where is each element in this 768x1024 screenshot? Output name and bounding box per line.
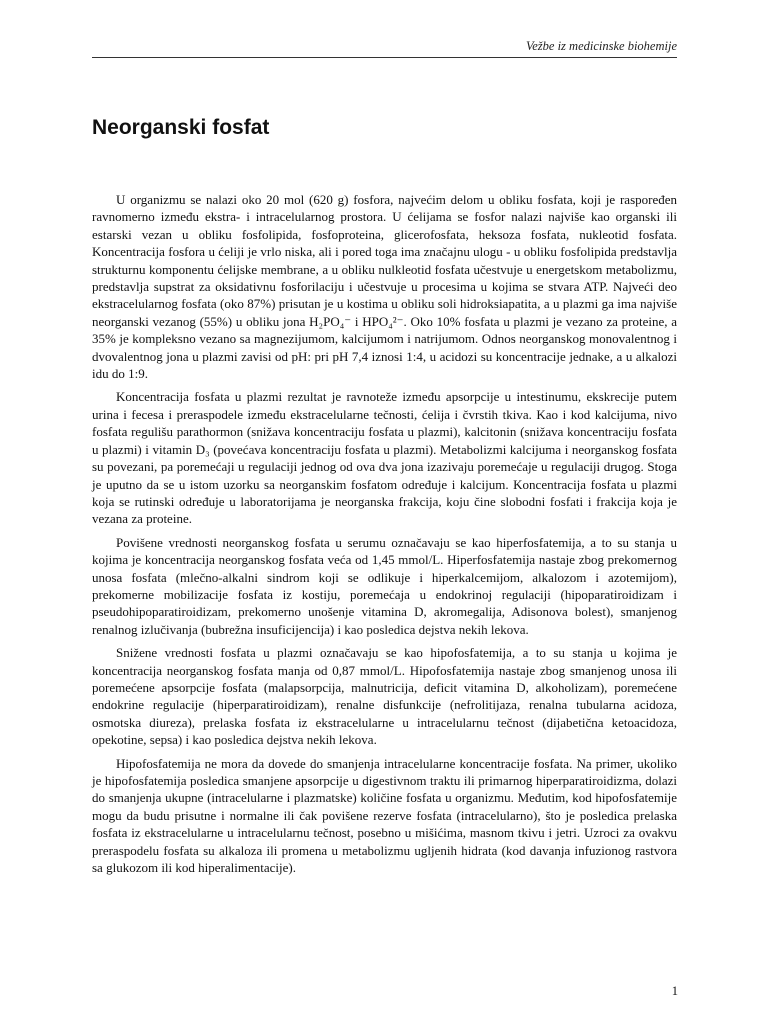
header-divider [92, 57, 677, 58]
page-title: Neorganski fosfat [92, 116, 270, 139]
paragraph: U organizmu se nalazi oko 20 mol (620 g) fosfora, najvećim delom u obliku fosfata, koji je raspoređen ravnomerno između ekstra- i intracelularnog prostora. U ćelijama se fosfor nalazi najviše kao organski ili estarski vezan u obliku fosfolipida, fosfoproteina, glicerofosfata, heksoza fosfata, nukleotid fosfata. Koncentracija fosfora u ćeliji je vrlo niska, ali i pored toga ima značajnu ulogu - u obliku fosfolipida predstavlja strukturnu komponentu ćelijske membrane, a u obliku nulkleotid fosfata učestvuje u energetskom metabolizmu, predstavlja supstrat za oksidativnu fosforilaciju i učestvuje u procesima u kojima se stvara ATP. Najveći deo ekstracelularnog fosfata (oko 87%) prisutan je u kostima u obliku soli hidroksiapatita, a u plazmi ga ima najviše neorganski vezanog (55%) u obliku jona H₂PO₄⁻ i HPO₄²⁻. Oko 10% fosfata u plazmi je vezano za proteine, a 35% je kompleksno vezano sa magnezijumom, kalcijumom i natrijumom. Odnos neorganskog monovalentnog i dvovalentnog jona u plazmi zavisi od pH: pri pH 7,4 iznosi 1:4, u acidozi su koncentracije jednake, a u alkalozi idu do 1:9. [92, 192, 677, 382]
running-header: Vežbe iz medicinske biohemije [526, 39, 677, 53]
paragraph: Hipofosfatemija ne mora da dovede do smanjenja intracelularne koncentracije fosfata. Na primer, ukoliko je hipofosfatemija posledica smanjene apsorpcije u digestivnom traktu ili primarnog hiperparatiroidizma, dolazi do smanjenja ukupne (intracelularne i plazmatske) količine fosfata u organizmu. Međutim, kod hipofosfatemije mogu da budu prisutne i normalne ili čak povišene rezerve fosfata (intracelularno), što je posledica prelaska fosfata iz ekstracelularne u intracelularnu tečnost, posebno u mišićima, masnom tkivu i jetri. Uzroci za ovakvu preraspodelu fosfata su alkaloza ili promena u metabolizmu ugljenih hidrata (kod davanja infuzionog rastvora sa glukozom ili kod hiperalimentacije). [92, 755, 677, 876]
body-text [92, 191, 677, 882]
paragraph: Snižene vrednosti fosfata u plazmi označavaju se kao hipofosfatemija, a to su stanja u kojima je koncentracija neorganskog fosfata manja od 0,87 mmol/L. Hipofosfatemija nastaje zbog smanjenog unosa ili poremećene apsorpcije fosfata (malapsorpcija, malnutricija, deficit vitamina D, alkoholizam), poremećene endokrine regulacije (hiperparatiroidizam), renalne disfunkcije (nefrolitijaza, renalna tubularna acidoza, osmotska diureza), prelaska fosfata iz ekstracelularne u intracelularnu tečnost (dijabetična ketoacidoza, opekotine, sepsa) i kao posledica dejstva nekih lekova. [92, 645, 677, 748]
paragraph: Koncentracija fosfata u plazmi rezultat je ravnoteže između apsorpcije u intestinumu, ekskrecije putem urina i fecesa i preraspodele između ekstracelularne tečnosti, ćelija i čvrstih tkiva. Kao i kod kalcijuma, nivo fosfata regulišu parathormon (snižava koncentraciju fosfata u plazmi), kalcitonin (snižava koncentraciju fosfata u plazmi) i vitamin D₃ (povećava koncentraciju fosfata u plazmi). Metabolizmi kalcijuma i neorganskog fosfata su povezani, pa poremećaji u regulaciji jednog od ova dva jona izazivaju poremećaje u regulaciji drugog. Stoga je uputno da se u istom uzorku sa neorganskim fosfatom određuje i kalcijum. Koncentracija fosfata u plazmi koja se rutinski određuje u laboratorijama je neorganska frakcija, koju čine slobodni fosfati i frakcija koja je vezana za proteine. [92, 389, 677, 527]
page-number: 1 [671, 984, 678, 998]
paragraph: Povišene vrednosti neorganskog fosfata u serumu označavaju se kao hiperfosfatemija, a to su stanja u kojima je koncentracija neorganskog fosfata veća od 1,45 mmol/L. Hiperfosfatemija nastaje zbog prekomernog unosa fosfata (mlečno-alkalni sindrom koji se odlikuje i hiperkalcemijom, alkalozom i azotemijom), prekomerne mobilizacije fosfata iz kostiju, poremećaja u endokrinoj regulaciji (hipoparatiroidizam i pseudohipoparatiroidizam, prekomerno unošenje vitamina D, akromegalija, Adisonova bolest), smanjenog renalnog izlučivanja (bubrežna insuficijencija) i kao posledica dejstva nekih lekova. [92, 534, 677, 637]
